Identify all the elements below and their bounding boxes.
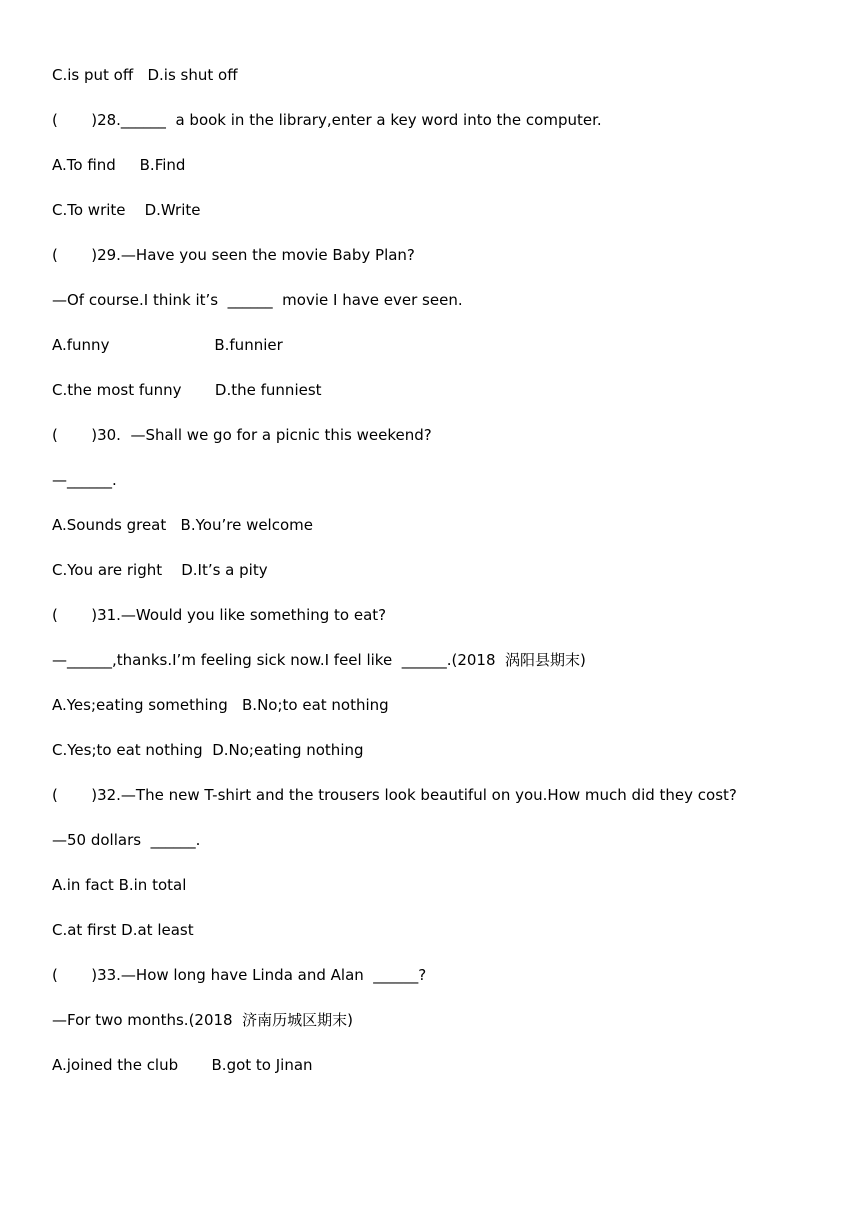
option-line-28-ab: A.To find B.Find xyxy=(52,156,186,174)
option-line-32-cd: C.at first D.at least xyxy=(52,921,194,939)
option-line-30-cd: C.You are right D.It’s a pity xyxy=(52,561,268,579)
option-line-32-ab: A.in fact B.in total xyxy=(52,876,187,894)
question-33-reply: —For two months.(2018 济南历城区期末) xyxy=(52,1011,353,1029)
question-30: ( )30. —Shall we go for a picnic this weekend? xyxy=(52,426,432,444)
option-line-30-ab: A.Sounds great B.You’re welcome xyxy=(52,516,313,534)
question-29-reply: —Of course.I think it’s ______ movie I have ever seen. xyxy=(52,291,463,309)
option-line-33-ab: A.joined the club B.got to Jinan xyxy=(52,1056,313,1074)
option-line-31-cd: C.Yes;to eat nothing D.No;eating nothing xyxy=(52,741,364,759)
question-32-reply: —50 dollars ______. xyxy=(52,831,201,849)
question-29: ( )29.—Have you seen the movie Baby Plan? xyxy=(52,246,415,264)
option-line-28-cd: C.To write D.Write xyxy=(52,201,201,219)
question-33: ( )33.—How long have Linda and Alan ______? xyxy=(52,966,427,984)
option-line-31-ab: A.Yes;eating something B.No;to eat nothing xyxy=(52,696,389,714)
option-line-29-cd: C.the most funny D.the funniest xyxy=(52,381,322,399)
question-31: ( )31.—Would you like something to eat? xyxy=(52,606,387,624)
question-30-reply: —______. xyxy=(52,471,117,489)
question-32: ( )32.—The new T-shirt and the trousers look beautiful on you.How much did they cost? xyxy=(52,786,737,804)
question-28: ( )28.______ a book in the library,enter a key word into the computer. xyxy=(52,111,602,129)
option-line-27-cd: C.is put off D.is shut off xyxy=(52,66,238,84)
question-31-reply: —______,thanks.I’m feeling sick now.I feel like ______.(2018 涡阳县期末) xyxy=(52,651,586,669)
option-line-29-ab: A.funny B.funnier xyxy=(52,336,283,354)
